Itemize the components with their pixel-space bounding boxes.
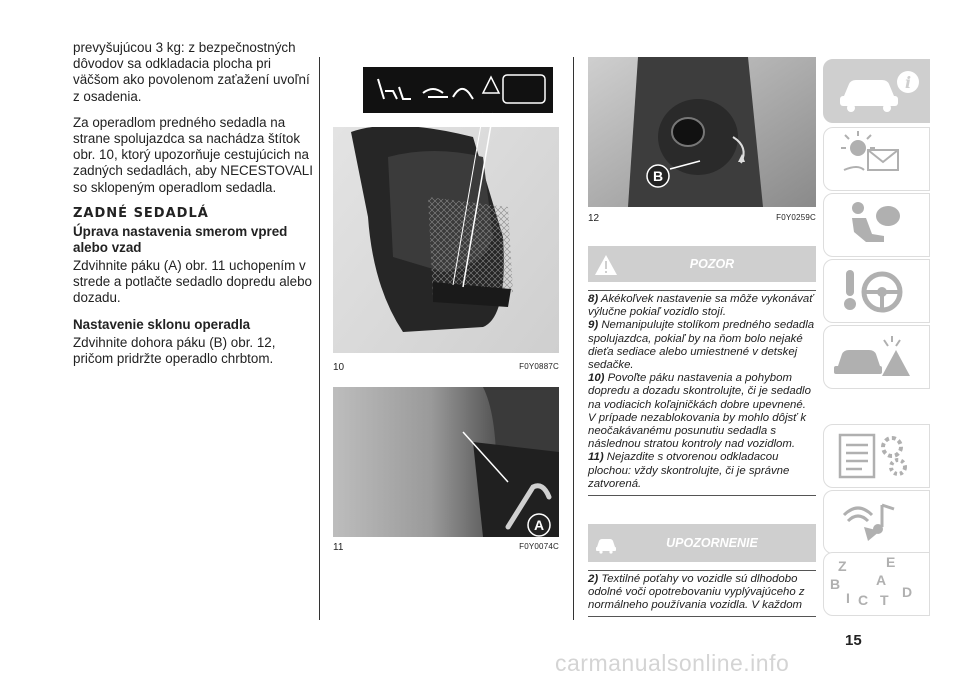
tab-driving[interactable] (823, 259, 930, 323)
warning-item (588, 372, 816, 451)
item-number: 2) (588, 573, 599, 585)
callout-label-b: B (652, 168, 664, 184)
index-letter: B (830, 576, 841, 592)
index-letter: C (858, 592, 869, 608)
paragraph: Zdvihnite páku (A) obr. 11 uchopením v strede a potlačte sedadlo dopredu alebo dozadu. (73, 258, 312, 306)
tab-maintenance[interactable] (823, 424, 930, 488)
item-text: Akékoľvek nastavenie sa môže vykonávať výlučne pokiaľ vozidlo stojí. (588, 293, 814, 319)
index-letter: Z (838, 558, 847, 574)
warning-item (588, 451, 816, 491)
left-column (73, 40, 313, 377)
item-text: Nejazdite s otvorenou odkladacou plochou: vždy skontrolujte, či je správne zatvorená. (588, 451, 790, 490)
figure-11-caption (333, 542, 559, 554)
index-letter: T (880, 592, 889, 608)
figure-12-image (588, 57, 816, 207)
car-info-icon (824, 60, 929, 122)
figure-number: 11 (333, 542, 344, 553)
warning-body (588, 290, 816, 496)
watermark: carmanualsonline.info (555, 650, 790, 676)
paragraph: prevyšujúcou 3 kg: z bezpečnostných dôvodov sa odkladacia plocha pri väčšom ako povolenom zaťažení uvoľní z osadenia. (73, 40, 310, 104)
paragraph: Zdvihnite dohora páku (B) obr. 12, pričom pridržte operadlo chrbtom. (73, 334, 276, 366)
item-number: 8) (588, 293, 599, 305)
airbag-seat-icon (824, 194, 929, 256)
figure-12-caption (588, 213, 816, 225)
figure-10-image (333, 57, 559, 353)
alphabet-index-icon (824, 553, 929, 615)
item-text: Nemanipulujte stolíkom predného sedadla spolujazdca, pokiaľ by na ňom bolo nejaké dieťa sediace alebo umiestnené v detskej sedačke. (588, 319, 815, 372)
section-heading: ZADNÉ SEDADLÁ (73, 205, 209, 221)
warning-header (588, 246, 816, 282)
item-number: 10) (588, 372, 605, 385)
rear-seat-label-photo (333, 57, 559, 353)
page-number: 15 (845, 632, 862, 649)
multimedia-icon (824, 491, 929, 553)
tab-emergency[interactable] (823, 325, 930, 389)
item-number: 9) (588, 319, 599, 332)
warning-item (588, 319, 816, 372)
tab-warning-lights[interactable] (823, 127, 930, 191)
subheading: Nastavenie sklonu operadla (73, 316, 251, 332)
figure-11-image (333, 387, 559, 537)
tab-safety[interactable] (823, 193, 930, 257)
notice-title: UPOZORNENIE (666, 536, 758, 550)
paragraph: Za operadlom predného sedadla na strane spolujazdca sa nachádza štítok obr. 10, ktorý upozorňuje cestujúcich na zadných sedadlách, aby NECESTOVALI so sklopeným operadlom sedadla. (73, 114, 313, 195)
tab-index[interactable] (823, 552, 930, 616)
svg-text:i: i (904, 73, 912, 92)
index-letter: D (902, 584, 913, 600)
figure-number: 12 (588, 213, 600, 224)
figure-code: F0Y0259C (776, 213, 816, 222)
item-number: 11) (588, 451, 604, 464)
figure-code: F0Y0887C (519, 362, 559, 371)
callout-label-a: A (533, 517, 545, 533)
column-divider (319, 57, 320, 620)
notice-header (588, 524, 816, 562)
backrest-lever-photo (588, 57, 816, 207)
item-text: Textilné poťahy vo vozidle sú dlhodobo odolné voči opotrebovaniu vyplývajúceho z normálneho používania vozidla. V každom (588, 573, 805, 612)
column-divider (573, 57, 574, 620)
notice-item (588, 573, 816, 613)
figure-10-caption (333, 362, 559, 374)
index-letter: A (876, 572, 887, 588)
tab-multimedia[interactable] (823, 490, 930, 554)
index-letter: I (846, 590, 850, 606)
tab-car-info[interactable] (823, 59, 930, 123)
seat-slide-lever-photo (333, 387, 559, 537)
warning-title: POZOR (689, 257, 735, 271)
warning-item (588, 293, 816, 319)
maintenance-list-icon (824, 425, 929, 487)
notice-body (588, 570, 816, 617)
index-letter: E (886, 554, 896, 570)
figure-number: 10 (333, 362, 345, 373)
steering-wheel-icon (824, 260, 929, 322)
warning-lights-icon (824, 128, 929, 190)
figure-code: F0Y0074C (519, 542, 559, 551)
subheading: Úprava nastavenia smerom vpred alebo vzad (73, 224, 288, 256)
car-crash-icon (824, 326, 929, 388)
item-text: Povoľte páku nastavenia a pohybom dopredu a dozadu skontrolujte, či je sedadlo na vodiacich koľajničkách dobre upevnené. V prípade nezablokovania by mohlo dôjsť k neočakávanému posunutiu sedadla s následnou stratou kontroly nad vozidlom. (588, 372, 811, 451)
